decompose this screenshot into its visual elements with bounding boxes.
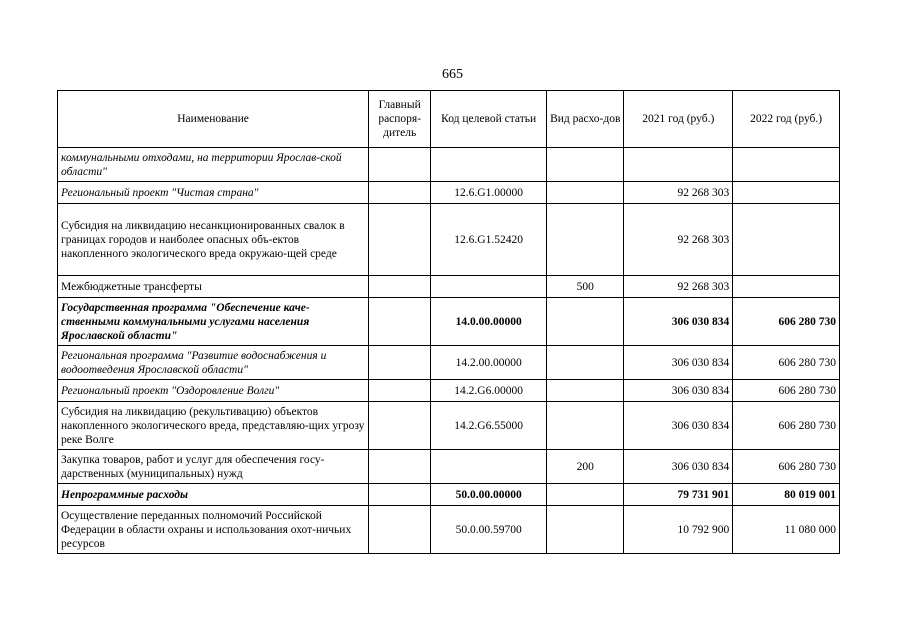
cell-2021: 306 030 834: [624, 380, 733, 402]
cell-kind: [547, 484, 624, 506]
cell-manager: [369, 204, 431, 276]
cell-manager: [369, 276, 431, 298]
cell-code: 12.6.G1.00000: [431, 182, 547, 204]
cell-manager: [369, 182, 431, 204]
cell-2022: 606 280 730: [733, 346, 840, 380]
cell-name: Межбюджетные трансферты: [58, 276, 369, 298]
cell-2022: [733, 182, 840, 204]
cell-2021: 306 030 834: [624, 402, 733, 450]
cell-2022: 606 280 730: [733, 450, 840, 484]
table-row: [58, 298, 840, 346]
cell-manager: [369, 380, 431, 402]
table-row: [58, 506, 840, 554]
table-row: [58, 204, 840, 276]
cell-2021: 306 030 834: [624, 450, 733, 484]
cell-2021: 79 731 901: [624, 484, 733, 506]
cell-2022: 606 280 730: [733, 402, 840, 450]
page-number: 665: [442, 67, 463, 82]
cell-name: Региональный проект "Чистая страна": [58, 182, 369, 204]
cell-2021: 92 268 303: [624, 276, 733, 298]
cell-2022: [733, 204, 840, 276]
cell-name: Региональный проект "Оздоровление Волги": [58, 380, 369, 402]
table-row: [58, 346, 840, 380]
cell-kind: [547, 380, 624, 402]
table-row: [58, 148, 840, 182]
cell-manager: [369, 298, 431, 346]
cell-code: [431, 148, 547, 182]
cell-manager: [369, 506, 431, 554]
header-kind: Вид расхо-дов: [547, 91, 624, 148]
cell-code: [431, 276, 547, 298]
table-row: [58, 450, 840, 484]
header-code: Код целевой статьи: [431, 91, 547, 148]
cell-manager: [369, 484, 431, 506]
cell-2021: 92 268 303: [624, 182, 733, 204]
cell-kind: 200: [547, 450, 624, 484]
table-row: [58, 276, 840, 298]
cell-2022: [733, 148, 840, 182]
cell-2022: 606 280 730: [733, 298, 840, 346]
header-manager: Главный распоря-дитель: [369, 91, 431, 148]
cell-code: [431, 450, 547, 484]
header-2022: 2022 год (руб.): [733, 91, 840, 148]
cell-2022: 606 280 730: [733, 380, 840, 402]
cell-2022: 80 019 001: [733, 484, 840, 506]
cell-kind: [547, 148, 624, 182]
cell-name: Субсидия на ликвидацию (рекультивацию) объектов накопленного экологического вреда, представляю-щих угрозу реке Волге: [58, 402, 369, 450]
cell-manager: [369, 402, 431, 450]
cell-code: 14.2.G6.00000: [431, 380, 547, 402]
cell-manager: [369, 346, 431, 380]
cell-name: коммунальными отходами, на территории Ярослав-ской области": [58, 148, 369, 182]
cell-2021: 306 030 834: [624, 298, 733, 346]
budget-table: [57, 90, 840, 554]
cell-manager: [369, 450, 431, 484]
table-row: [58, 402, 840, 450]
cell-name: Государственная программа "Обеспечение каче-ственными коммунальными услугами населения Ярославской области": [58, 298, 369, 346]
cell-name: Субсидия на ликвидацию несанкционированных свалок в границах городов и наиболее опасных объ-ектов накопленного экологического вреда окружаю-щей среде: [58, 204, 369, 276]
cell-2021: [624, 148, 733, 182]
cell-manager: [369, 148, 431, 182]
cell-kind: [547, 204, 624, 276]
cell-name: Осуществление переданных полномочий Российской Федерации в области охраны и использования охот-ничьих ресурсов: [58, 506, 369, 554]
cell-name: Региональная программа "Развитие водоснабжения и водоотведения Ярославской области": [58, 346, 369, 380]
cell-name: Закупка товаров, работ и услуг для обеспечения госу-дарственных (муниципальных) нужд: [58, 450, 369, 484]
table-header-row: [58, 91, 840, 148]
table-row: [58, 380, 840, 402]
cell-code: 12.6.G1.52420: [431, 204, 547, 276]
cell-code: 14.2.00.00000: [431, 346, 547, 380]
header-2021: 2021 год (руб.): [624, 91, 733, 148]
table-row: [58, 182, 840, 204]
cell-kind: [547, 298, 624, 346]
cell-2021: 306 030 834: [624, 346, 733, 380]
cell-2022: [733, 276, 840, 298]
cell-code: 50.0.00.59700: [431, 506, 547, 554]
cell-2022: 11 080 000: [733, 506, 840, 554]
cell-code: 14.2.G6.55000: [431, 402, 547, 450]
cell-2021: 92 268 303: [624, 204, 733, 276]
cell-kind: [547, 182, 624, 204]
cell-kind: [547, 506, 624, 554]
cell-kind: [547, 402, 624, 450]
cell-kind: [547, 346, 624, 380]
cell-name: Непрограммные расходы: [58, 484, 369, 506]
cell-2021: 10 792 900: [624, 506, 733, 554]
table-row: [58, 484, 840, 506]
cell-code: 14.0.00.00000: [431, 298, 547, 346]
cell-kind: 500: [547, 276, 624, 298]
header-name: Наименование: [58, 91, 369, 148]
cell-code: 50.0.00.00000: [431, 484, 547, 506]
